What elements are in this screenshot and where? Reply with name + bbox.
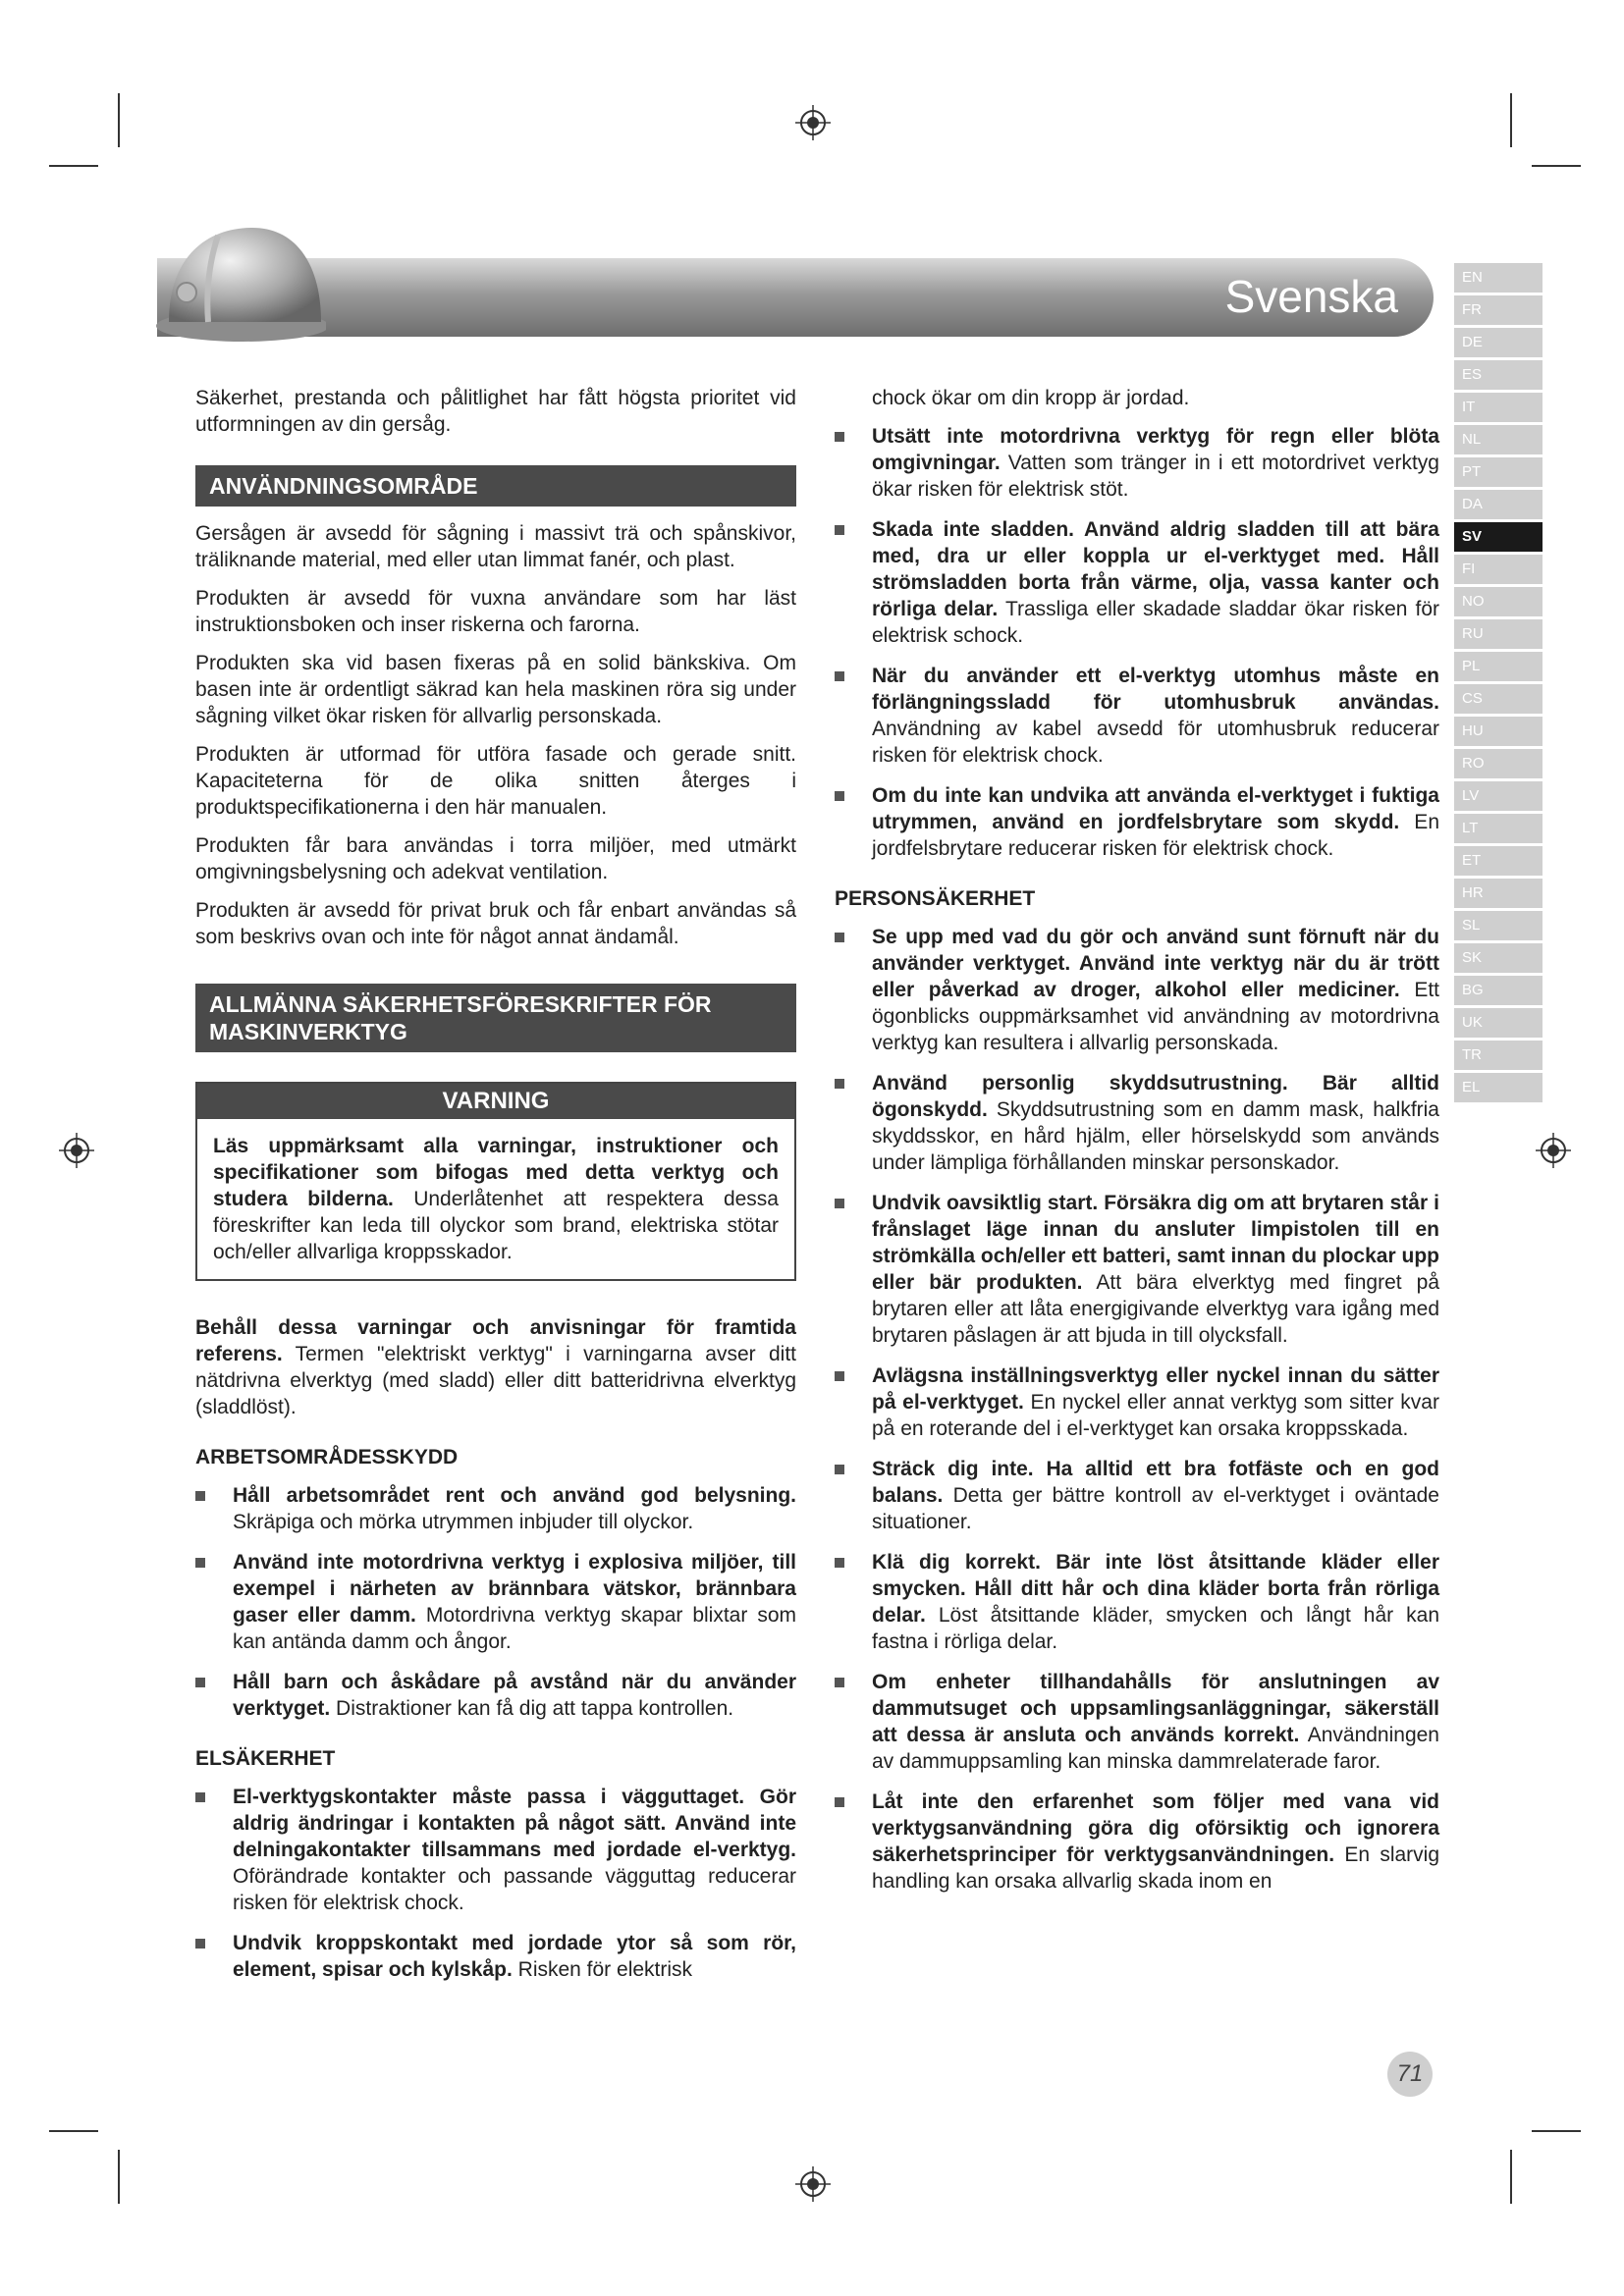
language-tab-ro[interactable]: RO — [1454, 749, 1543, 778]
list-item — [835, 924, 1439, 1056]
item-bold-text: Använd inte motordrivna verktyg i explosiva miljöer, till exempel i närheten av brännbara vätskor, brännbara gaser eller damm. — [233, 1551, 796, 1627]
crop-mark — [1532, 2130, 1581, 2132]
item-text: En nyckel eller annat verktyg som sitter kvar på en roterande del i el-verktyget kan orsaka kroppsskada. — [872, 1391, 1439, 1440]
crop-mark — [49, 2130, 98, 2132]
language-tab-hu[interactable]: HU — [1454, 717, 1543, 746]
square-bullet-icon — [835, 525, 844, 535]
list-item — [195, 1669, 796, 1722]
language-tab-tr[interactable]: TR — [1454, 1041, 1543, 1070]
language-tab-sl[interactable]: SL — [1454, 911, 1543, 940]
item-bold-text: Om du inte kan undvika att använda el-verktyget i fuktiga utrymmen, använd en jordfelsbrytare som skydd. — [872, 784, 1439, 833]
item-text: Användningen av dammuppsamling kan minska dammrelaterade faror. — [872, 1724, 1439, 1773]
warning-bold-text: Läs uppmärksamt alla varningar, instruktioner och specifikationer som bifogas med detta verktyg och studera bilderna. — [213, 1135, 779, 1210]
list-item — [195, 1784, 796, 1916]
warning-box — [195, 1082, 796, 1281]
item-bold-text: Avlägsna inställningsverktyg eller nyckel innan du sätter på el-verktyget. — [872, 1364, 1439, 1414]
crop-mark — [1532, 165, 1581, 167]
square-bullet-icon — [835, 1797, 844, 1807]
registration-mark-icon — [1534, 1131, 1573, 1170]
safety-helmet-icon — [149, 216, 326, 344]
item-text: Oförändrade kontakter och passande vägguttag reducerar risken för elektrisk chock. — [233, 1865, 796, 1914]
square-bullet-icon — [195, 1678, 205, 1687]
registration-mark-icon — [793, 103, 833, 142]
work-area-list — [195, 1482, 796, 1722]
language-title: Svenska — [1224, 271, 1398, 322]
language-tab-hr[interactable]: HR — [1454, 879, 1543, 908]
section-heading-electrical: ELSÄKERHET — [195, 1747, 336, 1770]
item-bold-text: Undvik kroppskontakt med jordade ytor så som rör, element, spisar och kylskåp. — [233, 1932, 796, 1981]
language-tab-no[interactable]: NO — [1454, 587, 1543, 616]
item-text: Trassliga eller skadade sladdar ökar risken för elektrisk schock. — [872, 598, 1440, 647]
item-bold-text: Skada inte sladden. Använd aldrig sladden till att bära med, dra ur eller koppla ur el-verktyget med. Håll strömsladden borta från värme, olja, vassa kanter och rörliga delar. — [872, 518, 1439, 620]
language-tab-pt[interactable]: PT — [1454, 457, 1543, 487]
language-tab-lv[interactable]: LV — [1454, 781, 1543, 811]
section-heading-general-safety: ALLMÄNNA SÄKERHETSFÖRESKRIFTER FÖR MASKINVERKTYG — [195, 984, 796, 1052]
square-bullet-icon — [195, 1939, 205, 1949]
registration-mark-icon — [57, 1131, 96, 1170]
item-bold-text: Klä dig korrekt. Bär inte löst åtsittande kläder eller smycken. Håll ditt hår och dina kläder borta från rörliga delar. — [872, 1551, 1439, 1627]
section-heading-personal-safety: PERSONSÄKERHET — [835, 887, 1036, 910]
item-text: Risken för elektrisk — [512, 1958, 693, 1981]
list-item — [195, 1930, 796, 1983]
personal-safety-list — [835, 924, 1439, 1895]
language-tab-et[interactable]: ET — [1454, 846, 1543, 876]
item-bold-text: Använd personlig skyddsutrustning. Bär alltid ögonskydd. — [872, 1072, 1439, 1121]
language-tab-el[interactable]: EL — [1454, 1073, 1543, 1102]
language-tab-uk[interactable]: UK — [1454, 1008, 1543, 1038]
item-text: Skräpiga och mörka utrymmen inbjuder till olyckor. — [233, 1511, 694, 1533]
square-bullet-icon — [835, 791, 844, 801]
square-bullet-icon — [835, 1079, 844, 1089]
item-bold-text: El-verktygskontakter måste passa i vägguttaget. Gör aldrig ändringar i kontakten på något sätt. Använd inte delningakontakter tillsammans med jordade el-verktyg. — [233, 1786, 796, 1861]
language-tab-da[interactable]: DA — [1454, 490, 1543, 519]
usage-paragraph: Produkten ska vid basen fixeras på en solid bänkskiva. Om basen inte är ordentligt säkrad kan hela maskinen röra sig under sågning vilket ökar risken för allvarlig personskada. — [195, 652, 796, 727]
list-item — [835, 1549, 1439, 1655]
square-bullet-icon — [835, 1371, 844, 1381]
intro-paragraph: Säkerhet, prestanda och pålitlighet har fått högsta prioritet vid utformningen av din gersåg. — [195, 387, 796, 436]
square-bullet-icon — [195, 1491, 205, 1501]
item-bold-text: När du använder ett el-verktyg utomhus måste en förlängningssladd för utomhusbruk användas. — [872, 665, 1439, 714]
list-item — [835, 663, 1439, 769]
electrical-list-right — [835, 423, 1439, 862]
usage-paragraph: Produkten är utformad för utföra fasade och gerade snitt. Kapaciteterna för de olika snitten återges i produktspecifikationerna i den här manualen. — [195, 743, 796, 819]
usage-paragraph: Produkten får bara användas i torra miljöer, med utmärkt omgivningsbelysning och adekvat ventilation. — [195, 834, 796, 883]
list-item — [835, 782, 1439, 862]
section-heading-work-area: ARBETSOMRÅDESSKYDD — [195, 1446, 459, 1468]
language-tab-nl[interactable]: NL — [1454, 425, 1543, 454]
section-heading-usage: ANVÄNDNINGSOMRÅDE — [195, 465, 796, 507]
warning-body — [197, 1119, 794, 1279]
language-tab-lt[interactable]: LT — [1454, 814, 1543, 843]
list-item — [835, 1070, 1439, 1176]
language-tab-fi[interactable]: FI — [1454, 555, 1543, 584]
crop-mark — [118, 93, 120, 147]
item-text: Användning av kabel avsedd för utomhusbruk reducerar risken för elektrisk chock. — [872, 718, 1439, 767]
language-tab-cs[interactable]: CS — [1454, 684, 1543, 714]
item-text: Ett ögonblicks ouppmärksamhet vid användning av motordrivna verktyg kan resultera i allvarlig personskada. — [872, 979, 1439, 1054]
language-tab-sk[interactable]: SK — [1454, 943, 1543, 973]
item-text: Att bära elverktyg med fingret på brytaren eller att låta energigivande elverktyg vara igång med brytaren påslagen är att bjuda in till olycksfall. — [872, 1271, 1439, 1347]
list-item — [835, 1789, 1439, 1895]
square-bullet-icon — [195, 1558, 205, 1568]
language-tabs — [1454, 263, 1543, 1105]
item-bold-text: Sträck dig inte. Ha alltid ett bra fotfäste och en god balans. — [872, 1458, 1439, 1507]
square-bullet-icon — [835, 1199, 844, 1208]
square-bullet-icon — [835, 432, 844, 442]
list-item — [835, 1456, 1439, 1535]
square-bullet-icon — [835, 933, 844, 942]
crop-mark — [49, 165, 98, 167]
item-text: Motordrivna verktyg skapar blixtar som kan antända damm och ångor. — [233, 1604, 796, 1653]
keep-instructions-paragraph — [195, 1314, 796, 1420]
square-bullet-icon — [835, 1678, 844, 1687]
square-bullet-icon — [835, 1558, 844, 1568]
list-item — [835, 1190, 1439, 1349]
square-bullet-icon — [835, 1465, 844, 1474]
list-item — [835, 1362, 1439, 1442]
warning-text: Underlåtenhet att respektera dessa föreskrifter kan leda till olyckor som brand, elektriska stötar och/eller allvarliga kroppsskador. — [213, 1188, 779, 1263]
language-tab-pl[interactable]: PL — [1454, 652, 1543, 681]
right-column — [835, 385, 1439, 1908]
registration-mark-icon — [793, 2164, 833, 2204]
language-tab-sv[interactable]: SV — [1454, 522, 1543, 552]
language-tab-it[interactable]: IT — [1454, 393, 1543, 422]
square-bullet-icon — [835, 671, 844, 681]
list-item — [195, 1482, 796, 1535]
item-text: En slarvig handling kan orsaka allvarlig skada inom en — [872, 1843, 1439, 1893]
crop-mark — [1510, 93, 1512, 147]
continued-text: chock ökar om din kropp är jordad. — [872, 387, 1190, 409]
keep-bold-text: Behåll dessa varningar och anvisningar för framtida referens. — [195, 1316, 796, 1365]
item-text: Skyddsutrustning som en damm mask, halkfria skyddsskor, en hård hjälm, eller hörselskydd som används under lämpliga förhållanden minskar personskador. — [872, 1098, 1439, 1174]
item-bold-text: Om enheter tillhandahålls för anslutningen av dammutsuget och uppsamlingsanläggningar, säkerställ att dessa är ansluta och används korrekt. — [872, 1671, 1439, 1746]
header-banner — [157, 258, 1434, 337]
usage-paragraph: Gersågen är avsedd för sågning i massivt trä och spånskivor, träliknande material, med eller utan limmat fanér, och plast. — [195, 522, 796, 571]
item-text: En jordfelsbrytare reducerar risken för elektrisk chock. — [872, 811, 1439, 860]
item-bold-text: Låt inte den erfarenhet som följer med vana vid verktygsanvändning göra dig oförsiktig och ignorera säkerhetsprinciper för verktygsanvändningen. — [872, 1790, 1439, 1866]
item-text: Detta ger bättre kontroll av el-verktyget i oväntade situationer. — [872, 1484, 1439, 1533]
language-tab-fr[interactable]: FR — [1454, 295, 1543, 325]
electrical-list-left — [195, 1784, 796, 1983]
language-tab-es[interactable]: ES — [1454, 360, 1543, 390]
item-bold-text: Undvik oavsiktlig start. Försäkra dig om att brytaren står i frånslaget läge innan du ansluter limpistolen till en strömkälla och/eller ett batteri, samt innan du plockar upp eller bär produkten. — [872, 1192, 1439, 1294]
usage-paragraph: Produkten är avsedd för privat bruk och får enbart användas så som beskrivs ovan och inte för något annat ändamål. — [195, 899, 796, 948]
list-item — [835, 1669, 1439, 1775]
warning-title: VARNING — [197, 1084, 794, 1119]
crop-mark — [1510, 2150, 1512, 2204]
language-tab-en[interactable]: EN — [1454, 263, 1543, 293]
usage-paragraph: Produkten är avsedd för vuxna användare som har läst instruktionsboken och inser riskerna och farorna. — [195, 587, 796, 636]
item-bold-text: Se upp med vad du gör och använd sunt förnuft när du använder verktyget. Använd inte verktyg när du är trött eller påverkad av droger, alkohol eller mediciner. — [872, 926, 1439, 1001]
item-text: Vatten som tränger in i ett motordrivet verktyg ökar risken för elektrisk stöt. — [872, 452, 1439, 501]
item-bold-text: Håll arbetsområdet rent och använd god belysning. — [233, 1484, 796, 1507]
left-column — [195, 385, 796, 1997]
list-item — [835, 516, 1439, 649]
crop-mark — [118, 2150, 120, 2204]
language-tab-bg[interactable]: BG — [1454, 976, 1543, 1005]
language-tab-ru[interactable]: RU — [1454, 619, 1543, 649]
page-number: 71 — [1387, 2052, 1433, 2097]
square-bullet-icon — [195, 1792, 205, 1802]
item-text: Löst åtsittande kläder, smycken och långt hår kan fastna i rörliga delar. — [872, 1604, 1439, 1653]
item-bold-text: Håll barn och åskådare på avstånd när du använder verktyget. — [233, 1671, 796, 1720]
item-bold-text: Utsätt inte motordrivna verktyg för regn eller blöta omgivningar. — [872, 425, 1439, 474]
list-item — [195, 1549, 796, 1655]
language-tab-de[interactable]: DE — [1454, 328, 1543, 357]
keep-text: Termen "elektriskt verktyg" i varningarna avser ditt nätdrivna elverktyg (med sladd) eller ditt batteridrivna elverktyg (sladdlöst). — [195, 1343, 796, 1418]
item-text: Distraktioner kan få dig att tappa kontrollen. — [330, 1697, 734, 1720]
list-item — [835, 423, 1439, 503]
